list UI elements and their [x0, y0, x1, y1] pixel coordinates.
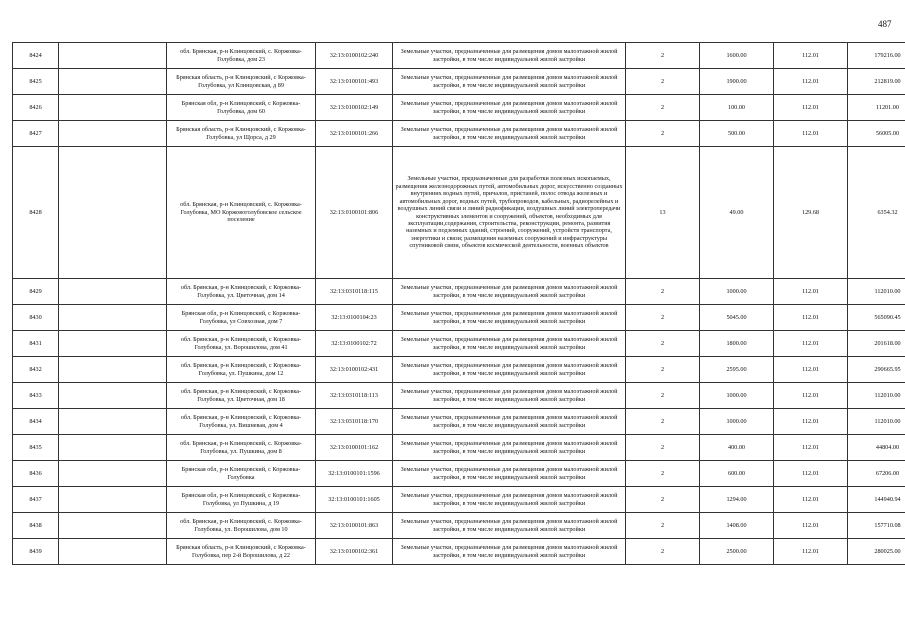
rate-cell: 112.01 [774, 95, 848, 121]
cadastral-number-cell: 32:13:0100104:23 [316, 305, 393, 331]
empty-cell [59, 435, 167, 461]
rate-cell: 129.68 [774, 147, 848, 279]
cadastral-value-cell: 565090.45 [848, 305, 905, 331]
land-use-cell: Земельные участки, предназначенные для размещения домов малоэтажной жилой застройки, в том числе индивидуальной жилой застройки [393, 95, 626, 121]
address-cell: Брянская обл, р-н Клинцовский, с Коржовка-Голубовка, ул Пушкина, д 19 [167, 487, 316, 513]
rate-cell: 112.01 [774, 43, 848, 69]
cadastral-number-cell: 32:13:0310118:115 [316, 279, 393, 305]
land-use-cell: Земельные участки, предназначенные для размещения домов малоэтажной жилой застройки, в том числе индивидуальной жилой застройки [393, 305, 626, 331]
cadastral-number-cell: 32:13:0100101:266 [316, 121, 393, 147]
empty-cell [59, 331, 167, 357]
row-number-cell: 8439 [13, 539, 59, 565]
row-number-cell: 8425 [13, 69, 59, 95]
category-code-cell: 2 [626, 305, 700, 331]
cadastral-number-cell: 32:13:0100102:72 [316, 331, 393, 357]
empty-cell [59, 95, 167, 121]
area-cell: 1900.00 [700, 69, 774, 95]
area-cell: 1000.00 [700, 409, 774, 435]
address-cell: Брянская область, р-н Клинцовский, с Коржовка-Голубовка, ул Щорса, д 29 [167, 121, 316, 147]
land-use-cell: Земельные участки, предназначенные для размещения домов малоэтажной жилой застройки, в том числе индивидуальной жилой застройки [393, 461, 626, 487]
page-number: 487 [878, 19, 892, 29]
area-cell: 49.00 [700, 147, 774, 279]
row-number-cell: 8435 [13, 435, 59, 461]
cadastral-value-cell: 11201.00 [848, 95, 905, 121]
area-cell: 1408.00 [700, 513, 774, 539]
cadastral-number-cell: 32:13:0100101:1596 [316, 461, 393, 487]
rate-cell: 112.01 [774, 539, 848, 565]
cadastral-number-cell: 32:13:0100102:431 [316, 357, 393, 383]
address-cell: Брянская обл, р-н Клинцовский, с Коржовка-Голубовка [167, 461, 316, 487]
cadastral-number-cell: 32:13:0310118:113 [316, 383, 393, 409]
empty-cell [59, 461, 167, 487]
area-cell: 5045.00 [700, 305, 774, 331]
cadastral-value-cell: 280025.00 [848, 539, 905, 565]
land-registry-table [12, 42, 905, 565]
category-code-cell: 2 [626, 435, 700, 461]
rate-cell: 112.01 [774, 461, 848, 487]
cadastral-number-cell: 32:13:0100101:493 [316, 69, 393, 95]
row-number-cell: 8427 [13, 121, 59, 147]
rate-cell: 112.01 [774, 305, 848, 331]
cadastral-value-cell: 6354.32 [848, 147, 905, 279]
rate-cell: 112.01 [774, 357, 848, 383]
row-number-cell: 8426 [13, 95, 59, 121]
table-row [13, 279, 905, 305]
land-use-cell: Земельные участки, предназначенные для размещения домов малоэтажной жилой застройки, в том числе индивидуальной жилой застройки [393, 43, 626, 69]
cadastral-number-cell: 32:13:0100101:162 [316, 435, 393, 461]
category-code-cell: 2 [626, 95, 700, 121]
table-row [13, 331, 905, 357]
address-cell: обл. Брянская, р-н Клинцовский, с. Коржовка-Голубовка, ул. Ворошилова, дом 10 [167, 513, 316, 539]
land-use-cell: Земельные участки, предназначенные для размещения домов малоэтажной жилой застройки, в том числе индивидуальной жилой застройки [393, 383, 626, 409]
row-number-cell: 8424 [13, 43, 59, 69]
table-row [13, 147, 905, 279]
address-cell: обл. Брянская, р-н Клинцовский, с Коржовка-Голубовка, ул. Пушкина, дом 12 [167, 357, 316, 383]
land-use-cell: Земельные участки, предназначенные для размещения домов малоэтажной жилой застройки, в том числе индивидуальной жилой застройки [393, 409, 626, 435]
rate-cell: 112.01 [774, 121, 848, 147]
cadastral-number-cell: 32:13:0100102:149 [316, 95, 393, 121]
address-cell: обл. Брянская, р-н Клинцовский, с Коржовка-Голубовка, ул. Вишневая, дом 4 [167, 409, 316, 435]
rate-cell: 112.01 [774, 383, 848, 409]
table-row [13, 513, 905, 539]
cadastral-value-cell: 201618.00 [848, 331, 905, 357]
area-cell: 2500.00 [700, 539, 774, 565]
land-use-cell: Земельные участки, предназначенные для размещения домов малоэтажной жилой застройки, в том числе индивидуальной жилой застройки [393, 69, 626, 95]
cadastral-number-cell: 32:13:0100101:863 [316, 513, 393, 539]
area-cell: 400.00 [700, 435, 774, 461]
address-cell: Брянская область, р-н Клинцовский, с Коржовка-Голубовка, пер 2-й Ворошилова, д 22 [167, 539, 316, 565]
land-use-cell: Земельные участки, предназначенные для размещения домов малоэтажной жилой застройки, в том числе индивидуальной жилой застройки [393, 487, 626, 513]
category-code-cell: 2 [626, 461, 700, 487]
land-use-cell: Земельные участки, предназначенные для размещения домов малоэтажной жилой застройки, в том числе индивидуальной жилой застройки [393, 513, 626, 539]
rate-cell: 112.01 [774, 513, 848, 539]
table-row [13, 43, 905, 69]
row-number-cell: 8430 [13, 305, 59, 331]
empty-cell [59, 513, 167, 539]
cadastral-value-cell: 44804.00 [848, 435, 905, 461]
row-number-cell: 8428 [13, 147, 59, 279]
cadastral-value-cell: 112010.00 [848, 383, 905, 409]
category-code-cell: 2 [626, 357, 700, 383]
address-cell: Брянская обл, р-н Клинцовский, с Коржовка-Голубовка, ул Совхозная, дом 7 [167, 305, 316, 331]
row-number-cell: 8438 [13, 513, 59, 539]
cadastral-value-cell: 112010.00 [848, 279, 905, 305]
land-use-cell: Земельные участки, предназначенные для размещения домов малоэтажной жилой застройки, в том числе индивидуальной жилой застройки [393, 539, 626, 565]
category-code-cell: 2 [626, 69, 700, 95]
row-number-cell: 8431 [13, 331, 59, 357]
cadastral-value-cell: 67206.00 [848, 461, 905, 487]
area-cell: 1000.00 [700, 383, 774, 409]
area-cell: 1000.00 [700, 279, 774, 305]
cadastral-value-cell: 290665.95 [848, 357, 905, 383]
empty-cell [59, 279, 167, 305]
address-cell: обл. Брянская, р-н Клинцовский, с Коржовка-Голубовка, ул. Цветочная, дом 14 [167, 279, 316, 305]
category-code-cell: 2 [626, 331, 700, 357]
cadastral-number-cell: 32:13:0100102:361 [316, 539, 393, 565]
row-number-cell: 8433 [13, 383, 59, 409]
table-row [13, 539, 905, 565]
address-cell: обл. Брянская, р-н Клинцовский, с. Коржовка-Голубовка, МО Коржовоголубовское сельское поселение [167, 147, 316, 279]
category-code-cell: 2 [626, 43, 700, 69]
table-row [13, 487, 905, 513]
rate-cell: 112.01 [774, 69, 848, 95]
empty-cell [59, 409, 167, 435]
category-code-cell: 13 [626, 147, 700, 279]
empty-cell [59, 539, 167, 565]
cadastral-number-cell: 32:13:0100102:240 [316, 43, 393, 69]
cadastral-value-cell: 112010.00 [848, 409, 905, 435]
table-row [13, 121, 905, 147]
rate-cell: 112.01 [774, 409, 848, 435]
empty-cell [59, 121, 167, 147]
address-cell: обл. Брянская, р-н Клинцовский, с Коржовка-Голубовка, ул. Цветочная, дом 18 [167, 383, 316, 409]
category-code-cell: 2 [626, 539, 700, 565]
empty-cell [59, 305, 167, 331]
category-code-cell: 2 [626, 279, 700, 305]
row-number-cell: 8436 [13, 461, 59, 487]
table-row [13, 383, 905, 409]
empty-cell [59, 69, 167, 95]
category-code-cell: 2 [626, 487, 700, 513]
row-number-cell: 8432 [13, 357, 59, 383]
table-row [13, 435, 905, 461]
row-number-cell: 8437 [13, 487, 59, 513]
land-use-cell: Земельные участки, предназначенные для размещения домов малоэтажной жилой застройки, в том числе индивидуальной жилой застройки [393, 331, 626, 357]
empty-cell [59, 357, 167, 383]
row-number-cell: 8434 [13, 409, 59, 435]
address-cell: обл. Брянская, р-н Клинцовский, с Коржовка-Голубовка, ул. Ворошилова, дом 41 [167, 331, 316, 357]
category-code-cell: 2 [626, 513, 700, 539]
registry-body [13, 43, 905, 565]
land-use-cell: Земельные участки, предназначенные для размещения домов малоэтажной жилой застройки, в том числе индивидуальной жилой застройки [393, 279, 626, 305]
empty-cell [59, 383, 167, 409]
cadastral-value-cell: 212819.00 [848, 69, 905, 95]
table-row [13, 95, 905, 121]
table-row [13, 409, 905, 435]
cadastral-number-cell: 32:13:0310118:170 [316, 409, 393, 435]
table-row [13, 357, 905, 383]
cadastral-value-cell: 157710.08 [848, 513, 905, 539]
address-cell: Брянская область, р-н Клинцовский, с Коржовка-Голубовка, ул Клинцовская, д 89 [167, 69, 316, 95]
address-cell: Брянская обл, р-н Клинцовский, с Коржовка-Голубовка, дом 60 [167, 95, 316, 121]
cadastral-number-cell: 32:13:0100101:1605 [316, 487, 393, 513]
table-row [13, 461, 905, 487]
rate-cell: 112.01 [774, 487, 848, 513]
table-row [13, 305, 905, 331]
cadastral-value-cell: 144940.94 [848, 487, 905, 513]
category-code-cell: 2 [626, 409, 700, 435]
area-cell: 600.00 [700, 461, 774, 487]
rate-cell: 112.01 [774, 279, 848, 305]
area-cell: 1600.00 [700, 43, 774, 69]
area-cell: 100.00 [700, 95, 774, 121]
cadastral-number-cell: 32:13:0100101:806 [316, 147, 393, 279]
rate-cell: 112.01 [774, 435, 848, 461]
row-number-cell: 8429 [13, 279, 59, 305]
area-cell: 500.00 [700, 121, 774, 147]
empty-cell [59, 147, 167, 279]
area-cell: 1800.00 [700, 331, 774, 357]
land-use-cell: Земельные участки, предназначенные для размещения домов малоэтажной жилой застройки, в том числе индивидуальной жилой застройки [393, 121, 626, 147]
category-code-cell: 2 [626, 121, 700, 147]
table-row [13, 69, 905, 95]
cadastral-value-cell: 179216.00 [848, 43, 905, 69]
empty-cell [59, 43, 167, 69]
land-use-cell: Земельные участки, предназначенные для разработки полезных ископаемых, размещения железнодорожных путей, автомобильных дорог, искусственно созданных внутренних водных путей, причалов, пристаней, полос отвода железных и автомобильных дорог, водных путей, трубопроводов, кабельных, радиорелейных и воздушных линий связи и линий радиофикации, воздушных линий электропередачи конструктивных элементов и сооружений, объектов, необходимых для эксплуатации,содержания, строительства, реконструкции, ремонта, развития наземных и подземных зданий, строений, сооружений, устройств транспорта, энергетики и связи; размещения наземных сооружений и инфраструктуры спутниковой связи, объектов космической деятельности, военных объектов [393, 147, 626, 279]
address-cell: обл. Брянская, р-н Клинцовский, с. Коржовка-Голубовка, ул. Пушкина, дом 8 [167, 435, 316, 461]
land-use-cell: Земельные участки, предназначенные для размещения домов малоэтажной жилой застройки, в том числе индивидуальной жилой застройки [393, 357, 626, 383]
area-cell: 2595.00 [700, 357, 774, 383]
empty-cell [59, 487, 167, 513]
category-code-cell: 2 [626, 383, 700, 409]
land-use-cell: Земельные участки, предназначенные для размещения домов малоэтажной жилой застройки, в том числе индивидуальной жилой застройки [393, 435, 626, 461]
address-cell: обл. Брянская, р-н Клинцовский, с. Коржовка-Голубовка, дом 23 [167, 43, 316, 69]
area-cell: 1294.00 [700, 487, 774, 513]
rate-cell: 112.01 [774, 331, 848, 357]
cadastral-value-cell: 56005.00 [848, 121, 905, 147]
